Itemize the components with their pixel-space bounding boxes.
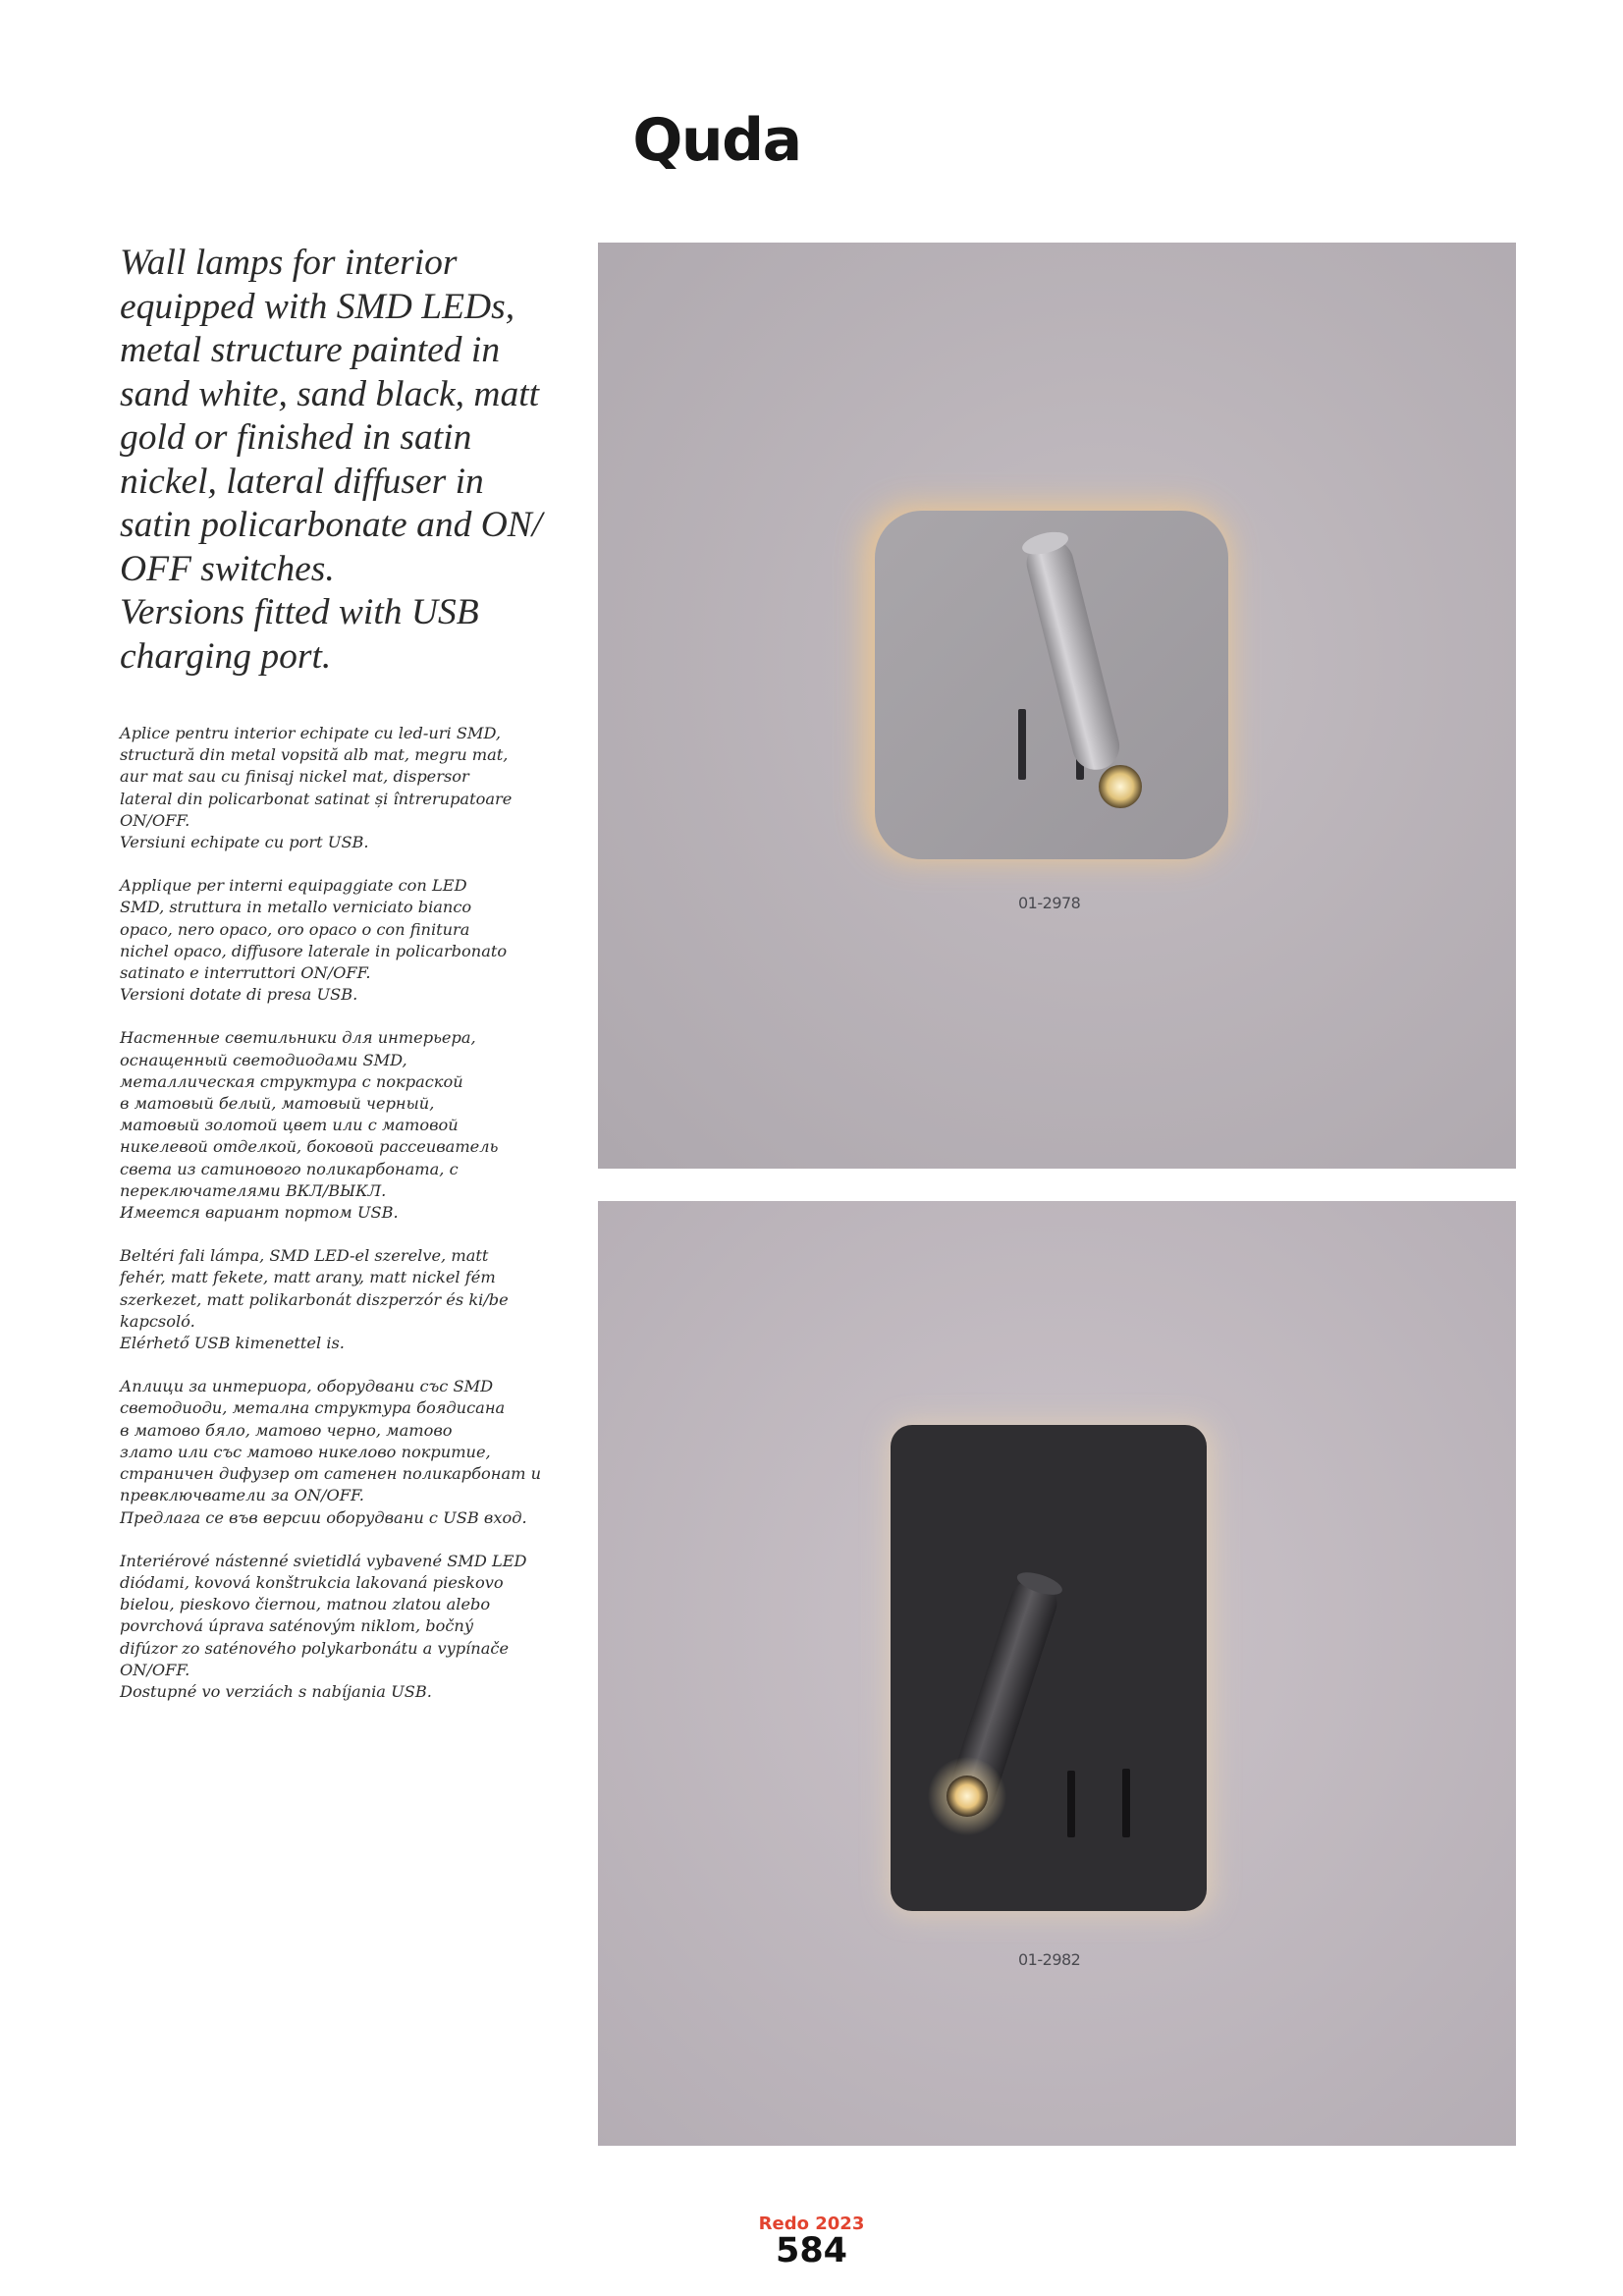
- text-line: structură din metal vopsită alb mat, megru mat,: [120, 745, 509, 765]
- text-line: povrchová úprava saténovým niklom, bočný: [120, 1616, 474, 1636]
- lead-description-en: [120, 242, 591, 679]
- text-line: kapcsoló.: [120, 1311, 195, 1331]
- lamp-white-illustration: [598, 243, 1516, 1169]
- text-line: оснащенный светодиодами SMD,: [120, 1050, 407, 1069]
- lead-line: gold or finished in satin: [120, 417, 472, 458]
- text-line: Beltéri fali lámpa, SMD LED-el szerelve, matt: [120, 1246, 489, 1266]
- text-line: Dostupné vo verziách s nabíjania USB.: [120, 1681, 432, 1701]
- text-line: ON/OFF.: [120, 1660, 190, 1679]
- text-line: Versioni dotate di presa USB.: [120, 985, 358, 1005]
- text-line: злато или със матово никелово покритие,: [120, 1442, 491, 1461]
- switch-icon: [1067, 1771, 1075, 1837]
- text-line: света из сатинового поликарбоната, с: [120, 1159, 459, 1178]
- description-bg: [120, 1376, 581, 1528]
- text-line: difúzor zo saténového polykarbonátu a vypínače: [120, 1638, 510, 1658]
- text-line: szerkezet, matt polikarbonát diszperzór és ki/be: [120, 1289, 509, 1309]
- text-line: opaco, nero opaco, oro opaco o con finitura: [120, 919, 470, 939]
- product-code: 01-2978: [1018, 894, 1081, 912]
- text-line: aur mat sau cu finisaj nickel mat, dispersor: [120, 767, 469, 787]
- text-line: Applique per interni equipaggiate con LED: [120, 876, 467, 896]
- lead-line: Wall lamps for interior: [120, 243, 458, 283]
- lead-line: metal structure painted in: [120, 330, 501, 370]
- text-line: Interiérové nástenné svietidlá vybavené SMD LED: [120, 1551, 527, 1570]
- product-code: 01-2982: [1018, 1950, 1081, 1969]
- lead-line: sand white, sand black, matt: [120, 373, 540, 414]
- switch-icon: [1018, 709, 1026, 780]
- description-ro: [120, 723, 581, 853]
- text-line: ON/OFF.: [120, 810, 190, 830]
- usb-port-icon: [1122, 1769, 1130, 1837]
- text-line: bielou, pieskovo čiernou, matnou zlatou alebo: [120, 1595, 491, 1614]
- text-line: Имеется вариант портом USB.: [120, 1203, 399, 1223]
- text-line: satinato e interruttori ON/OFF.: [120, 963, 371, 983]
- text-line: в матово бяло, матово черно, матово: [120, 1420, 453, 1440]
- description-sk: [120, 1551, 581, 1703]
- text-line: страничен дифузер от сатенен поликарбонат и: [120, 1464, 542, 1484]
- text-line: Аплици за интериора, оборудвани със SMD: [120, 1377, 494, 1396]
- led-light-icon: [1099, 765, 1142, 808]
- text-line: SMD, struttura in metallo verniciato bianco: [120, 898, 472, 917]
- translations: [120, 723, 581, 1724]
- lead-line: equipped with SMD LEDs,: [120, 286, 515, 327]
- text-line: nichel opaco, diffusore laterale in policarbonato: [120, 941, 508, 960]
- page-number: 584: [775, 2231, 848, 2270]
- description-ru: [120, 1027, 581, 1224]
- text-line: переключателями ВКЛ/ВЫКЛ.: [120, 1180, 387, 1200]
- text-line: металлическая структура с покраской: [120, 1071, 463, 1091]
- text-line: Aplice pentru interior echipate cu led-uri SMD,: [120, 724, 502, 742]
- text-line: матовый золотой цвет или с матовой: [120, 1116, 459, 1135]
- page-title: Quda: [632, 106, 801, 175]
- product-photo-black: [598, 1201, 1516, 2146]
- lead-line: OFF switches.: [120, 548, 335, 589]
- text-line: lateral din policarbonat satinat și întrerupatoare: [120, 789, 513, 808]
- text-line: Настенные светильники для интерьера,: [120, 1028, 476, 1048]
- description-it: [120, 875, 581, 1006]
- text-line: превключватели за ON/OFF.: [120, 1486, 364, 1505]
- text-line: Versiuni echipate cu port USB.: [120, 833, 369, 852]
- lead-line: charging port.: [120, 635, 332, 677]
- led-light-icon: [947, 1776, 988, 1817]
- lead-line: Versions fitted with USB: [120, 592, 479, 632]
- text-line: Предлага се във версии оборудвани с USB вход.: [120, 1507, 527, 1527]
- text-line: в матовый белый, матовый черный,: [120, 1094, 435, 1114]
- lead-line: satin policarbonate and ON/: [120, 505, 543, 545]
- description-hu: [120, 1245, 581, 1354]
- text-line: светодиоди, метална структура боядисана: [120, 1398, 506, 1418]
- text-line: никелевой отделкой, боковой рассеиватель: [120, 1137, 499, 1157]
- product-photo-white: [598, 243, 1516, 1169]
- lead-line: nickel, lateral diffuser in: [120, 461, 484, 502]
- lamp-plate: [891, 1425, 1207, 1911]
- footer-brand: Redo 2023: [758, 2214, 865, 2234]
- text-line: fehér, matt fekete, matt arany, matt nickel fém: [120, 1268, 496, 1287]
- lamp-black-illustration: [598, 1201, 1516, 2146]
- text-line: Elérhető USB kimenettel is.: [120, 1334, 345, 1353]
- text-line: diódami, kovová konštrukcia lakovaná pieskovo: [120, 1572, 504, 1592]
